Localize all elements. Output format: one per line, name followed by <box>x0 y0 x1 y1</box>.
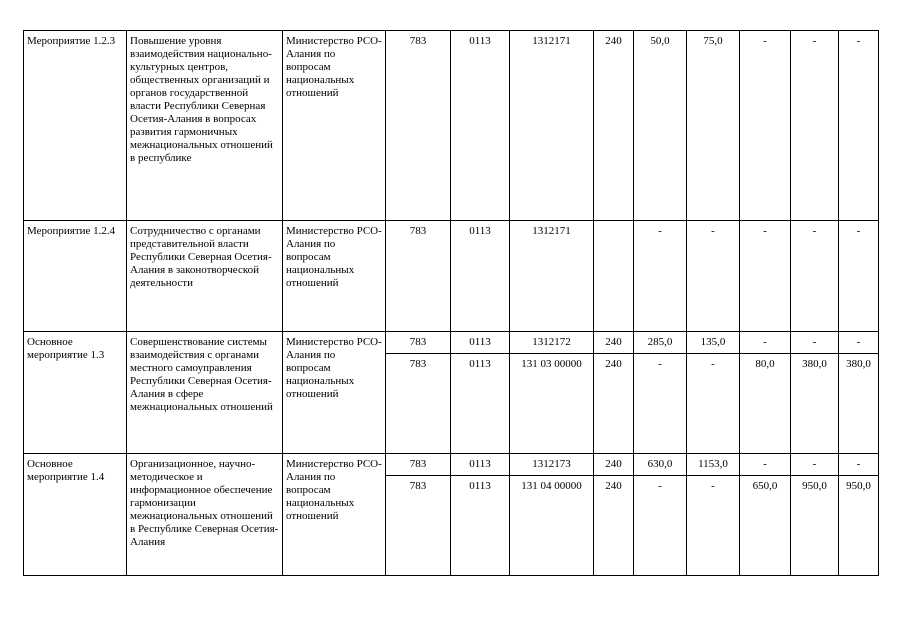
measure-name: Основное мероприятие 1.4 <box>24 454 127 576</box>
value-cell-2: 135,0 <box>687 332 740 354</box>
table-row <box>24 31 879 221</box>
value-cell-1: 285,0 <box>634 332 687 354</box>
value-cell-2: - <box>687 354 740 454</box>
vr-cell: 240 <box>594 354 634 454</box>
value-cell-2: 1153,0 <box>687 454 740 476</box>
value-cell-5: - <box>839 31 879 221</box>
vr-cell: 240 <box>594 476 634 576</box>
csr-cell: 1312171 <box>510 31 594 221</box>
document-page <box>23 30 879 576</box>
value-cell-3: - <box>740 221 791 332</box>
value-cell-3: - <box>740 31 791 221</box>
value-cell-5: 380,0 <box>839 354 879 454</box>
measure-description: Совершенствование системы взаимодействия с органами местного самоуправления Республики Северная Осетия-Алания в сфере межнациональных отношений <box>127 332 283 454</box>
value-cell-1: 630,0 <box>634 454 687 476</box>
measure-executor: Министерство РСО-Алания по вопросам национальных отношений <box>283 221 386 332</box>
grbs-cell: 783 <box>386 221 451 332</box>
value-cell-5: - <box>839 454 879 476</box>
table-row <box>24 454 879 476</box>
rzpr-cell: 0113 <box>451 476 510 576</box>
csr-cell: 1312172 <box>510 332 594 354</box>
csr-cell: 131 03 00000 <box>510 354 594 454</box>
value-cell-3: - <box>740 332 791 354</box>
rzpr-cell: 0113 <box>451 354 510 454</box>
grbs-cell: 783 <box>386 454 451 476</box>
rzpr-cell: 0113 <box>451 31 510 221</box>
value-cell-4: 950,0 <box>791 476 839 576</box>
measure-description: Организационное, научно-методическое и информационное обеспечение гармонизации межнациональных отношений в Республике Северная Осетия-Алания <box>127 454 283 576</box>
measure-name: Основное мероприятие 1.3 <box>24 332 127 454</box>
value-cell-3: - <box>740 454 791 476</box>
value-cell-2: - <box>687 476 740 576</box>
value-cell-4: 380,0 <box>791 354 839 454</box>
value-cell-2: - <box>687 221 740 332</box>
value-cell-1: - <box>634 221 687 332</box>
vr-cell: 240 <box>594 332 634 354</box>
rzpr-cell: 0113 <box>451 332 510 354</box>
rzpr-cell: 0113 <box>451 221 510 332</box>
value-cell-5: 950,0 <box>839 476 879 576</box>
budget-table <box>23 30 879 576</box>
value-cell-1: 50,0 <box>634 31 687 221</box>
table-row <box>24 221 879 332</box>
vr-cell <box>594 221 634 332</box>
table-row <box>24 332 879 354</box>
grbs-cell: 783 <box>386 31 451 221</box>
value-cell-3: 80,0 <box>740 354 791 454</box>
measure-executor: Министерство РСО-Алания по вопросам национальных отношений <box>283 454 386 576</box>
grbs-cell: 783 <box>386 332 451 354</box>
value-cell-4: - <box>791 31 839 221</box>
measure-description: Повышение уровня взаимодействия национально-культурных центров, общественных организаций и органов государственной власти Республики Северная Осетия-Алания в вопросах развития гармоничных межнациональных отношений в республике <box>127 31 283 221</box>
vr-cell: 240 <box>594 454 634 476</box>
value-cell-5: - <box>839 221 879 332</box>
grbs-cell: 783 <box>386 476 451 576</box>
value-cell-5: - <box>839 332 879 354</box>
value-cell-2: 75,0 <box>687 31 740 221</box>
measure-executor: Министерство РСО-Алания по вопросам национальных отношений <box>283 31 386 221</box>
value-cell-4: - <box>791 332 839 354</box>
rzpr-cell: 0113 <box>451 454 510 476</box>
value-cell-4: - <box>791 454 839 476</box>
value-cell-1: - <box>634 476 687 576</box>
measure-executor: Министерство РСО-Алания по вопросам национальных отношений <box>283 332 386 454</box>
csr-cell: 1312173 <box>510 454 594 476</box>
vr-cell: 240 <box>594 31 634 221</box>
value-cell-4: - <box>791 221 839 332</box>
value-cell-1: - <box>634 354 687 454</box>
measure-name: Мероприятие 1.2.3 <box>24 31 127 221</box>
grbs-cell: 783 <box>386 354 451 454</box>
csr-cell: 1312171 <box>510 221 594 332</box>
value-cell-3: 650,0 <box>740 476 791 576</box>
measure-name: Мероприятие 1.2.4 <box>24 221 127 332</box>
measure-description: Сотрудничество с органами представительной власти Республики Северная Осетия-Алания в законотворческой деятельности <box>127 221 283 332</box>
csr-cell: 131 04 00000 <box>510 476 594 576</box>
